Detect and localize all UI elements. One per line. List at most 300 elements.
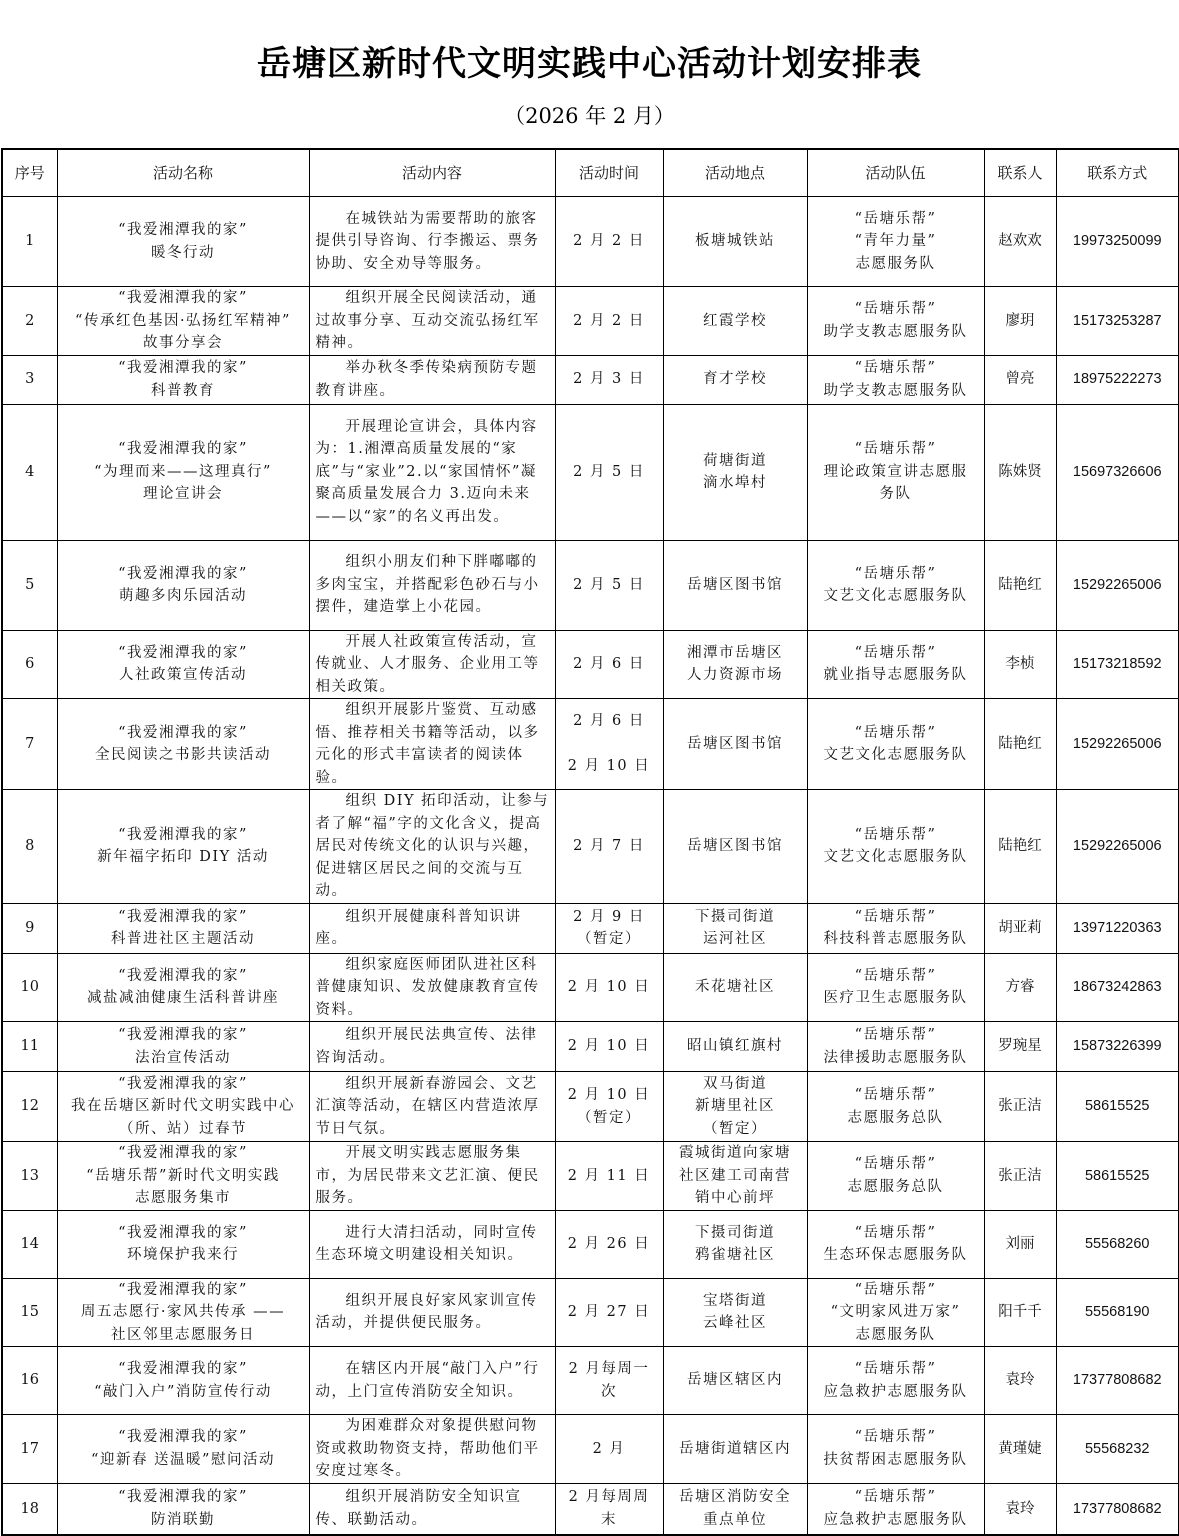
row-number: 2 bbox=[2, 287, 57, 356]
contact-person: 袁玲 bbox=[984, 1483, 1056, 1535]
activity-name-line: 全民阅读之书影共读活动 bbox=[95, 747, 271, 763]
activity-team bbox=[807, 1415, 984, 1484]
activity-plan-table bbox=[1, 148, 1179, 1536]
activity-team-line: “岳塘乐帮” bbox=[854, 1361, 937, 1377]
activity-content: 进行大清扫活动，同时宣传生态环境文明建设相关知识。 bbox=[309, 1210, 555, 1278]
activity-team-line: “岳塘乐帮” bbox=[854, 1429, 937, 1446]
activity-team-line: 生态环保志愿服务队 bbox=[823, 1247, 968, 1263]
activity-name bbox=[57, 540, 309, 630]
activity-place bbox=[663, 540, 807, 630]
contact-person: 李桢 bbox=[984, 630, 1056, 699]
activity-place bbox=[663, 1142, 807, 1211]
activity-time-line: 2 月 5 日 bbox=[573, 576, 645, 593]
activity-time bbox=[555, 630, 663, 699]
activity-team bbox=[807, 1210, 984, 1278]
activity-place bbox=[663, 404, 807, 540]
activity-time bbox=[555, 1210, 663, 1278]
activity-name-line: 志愿服务集市 bbox=[135, 1190, 231, 1206]
activity-name-line: 新年福字拓印 DIY 活动 bbox=[97, 849, 269, 866]
activity-content: 组织开展健康科普知识讲座。 bbox=[309, 903, 555, 953]
activity-place-line: 育才学校 bbox=[703, 371, 767, 388]
activity-place bbox=[663, 1072, 807, 1142]
activity-time-line: 2 月 10 日 bbox=[567, 758, 651, 774]
activity-name-line: “我爱湘潭我的家” bbox=[118, 1489, 248, 1506]
activity-name bbox=[57, 790, 309, 904]
activity-name bbox=[57, 404, 309, 540]
table-row bbox=[2, 1483, 1179, 1535]
row-number: 14 bbox=[2, 1210, 57, 1278]
activity-place-line: 岳塘区消防安全 bbox=[679, 1489, 791, 1506]
contact-person: 曾亮 bbox=[984, 355, 1056, 404]
activity-place-line: 下摄司街道 bbox=[695, 1224, 775, 1241]
header-activity-place: 活动地点 bbox=[663, 149, 807, 197]
activity-team-line: “岳塘乐帮” bbox=[854, 1489, 937, 1506]
activity-content: 开展人社政策宣传活动，宣传就业、人才服务、企业用工等相关政策。 bbox=[309, 630, 555, 699]
activity-place-line: 宝塔街道 bbox=[703, 1292, 767, 1309]
activity-name-line: 周五志愿行·家风共传承 —— bbox=[80, 1304, 286, 1320]
contact-phone: 18673242863 bbox=[1056, 953, 1179, 1022]
activity-name-line: 我在岳塘区新时代文明实践中心 bbox=[71, 1098, 295, 1115]
activity-team-line: “岳塘乐帮” bbox=[854, 724, 937, 741]
activity-team-line: 科技科普志愿服务队 bbox=[823, 931, 968, 947]
activity-team-line: 文艺文化志愿服务队 bbox=[823, 588, 968, 604]
activity-team-line: 助学支教志愿服务队 bbox=[823, 382, 968, 399]
activity-time bbox=[555, 790, 663, 904]
activity-place bbox=[663, 953, 807, 1022]
table-row bbox=[2, 355, 1179, 404]
activity-place bbox=[663, 1022, 807, 1072]
activity-place-line: 板塘城铁站 bbox=[695, 233, 775, 250]
contact-phone: 19973250099 bbox=[1056, 197, 1179, 287]
table-row bbox=[2, 1415, 1179, 1484]
activity-place-line: 岳塘区图书馆 bbox=[687, 838, 783, 854]
activity-team bbox=[807, 699, 984, 790]
activity-time bbox=[555, 404, 663, 540]
activity-time-line: 2 月 9 日 bbox=[573, 908, 645, 925]
activity-team-line: 应急救护志愿服务队 bbox=[823, 1511, 968, 1528]
row-number: 15 bbox=[2, 1278, 57, 1347]
activity-place bbox=[663, 1278, 807, 1347]
activity-place-line: 重点单位 bbox=[703, 1511, 767, 1528]
activity-time-line: 2 月 5 日 bbox=[573, 463, 645, 480]
activity-name-line: “我爱湘潭我的家” bbox=[118, 1281, 248, 1298]
activity-place-line: 社区建工司南营 bbox=[679, 1167, 791, 1184]
table-row bbox=[2, 790, 1179, 904]
activity-name-line: 社区邻里志愿服务日 bbox=[111, 1326, 255, 1343]
activity-name bbox=[57, 1210, 309, 1278]
table-row bbox=[2, 1210, 1179, 1278]
activity-team-line: “岳塘乐帮” bbox=[854, 1224, 937, 1241]
activity-name-line: 理论宣讲会 bbox=[143, 486, 223, 503]
activity-team bbox=[807, 1072, 984, 1142]
activity-content: 在城铁站为需要帮助的旅客提供引导咨询、行李搬运、票务协助、安全劝导等服务。 bbox=[309, 197, 555, 287]
activity-name-line: “我爱湘潭我的家” bbox=[118, 290, 248, 306]
activity-content: 开展文明实践志愿服务集市，为居民带来文艺汇演、便民服务。 bbox=[309, 1142, 555, 1211]
contact-phone: 15173218592 bbox=[1056, 630, 1179, 699]
activity-team-line: “岳塘乐帮” bbox=[854, 644, 937, 661]
activity-place-line: 销中心前坪 bbox=[695, 1190, 775, 1206]
contact-person: 赵欢欢 bbox=[984, 197, 1056, 287]
activity-name-line: 人社政策宣传活动 bbox=[119, 667, 247, 684]
contact-person: 黄瑾婕 bbox=[984, 1415, 1056, 1484]
contact-person: 陆艳红 bbox=[984, 540, 1056, 630]
activity-place bbox=[663, 355, 807, 404]
row-number: 9 bbox=[2, 903, 57, 953]
activity-name-line: “我爱湘潭我的家” bbox=[118, 1075, 248, 1092]
activity-name-line: “我爱湘潭我的家” bbox=[118, 644, 248, 661]
activity-time-line: 2 月每周一次 bbox=[568, 1361, 650, 1400]
activity-place-line: 下摄司街道 bbox=[695, 908, 775, 925]
activity-team-line: “岳塘乐帮” bbox=[854, 1281, 937, 1298]
activity-time-line: 2 月 10 日 bbox=[567, 1087, 651, 1103]
activity-name-line: “我爱湘潭我的家” bbox=[118, 360, 248, 376]
activity-team-line: 助学支教志愿服务队 bbox=[823, 323, 968, 340]
activity-name-line: “我爱湘潭我的家” bbox=[118, 441, 248, 458]
activity-time-line: 2 月 2 日 bbox=[573, 312, 645, 329]
activity-time bbox=[555, 1483, 663, 1535]
activity-time-line: 2 月 6 日 bbox=[573, 713, 645, 729]
activity-time bbox=[555, 1142, 663, 1211]
activity-team-line: “岳塘乐帮” bbox=[854, 441, 937, 458]
table-row bbox=[2, 1072, 1179, 1142]
contact-person: 陆艳红 bbox=[984, 699, 1056, 790]
activity-time-line: （暂定） bbox=[577, 931, 641, 947]
activity-place bbox=[663, 790, 807, 904]
contact-phone: 15292265006 bbox=[1056, 790, 1179, 904]
activity-place-line: 湘潭市岳塘区 bbox=[687, 644, 783, 661]
activity-team bbox=[807, 903, 984, 953]
contact-person: 陈姝贤 bbox=[984, 404, 1056, 540]
activity-name-line: “为理而来——这理真行” bbox=[94, 463, 272, 480]
activity-team bbox=[807, 404, 984, 540]
activity-team-line: 医疗卫生志愿服务队 bbox=[823, 990, 968, 1007]
contact-person: 袁玲 bbox=[984, 1347, 1056, 1415]
activity-name-line: “我爱湘潭我的家” bbox=[118, 1224, 248, 1241]
activity-time bbox=[555, 355, 663, 404]
activity-team-line: 志愿服务总队 bbox=[847, 1178, 944, 1195]
activity-time-line: 2 月 bbox=[592, 1440, 626, 1457]
activity-team-line: “岳塘乐帮” bbox=[854, 967, 937, 984]
activity-time-line: 2 月 10 日 bbox=[567, 979, 651, 995]
activity-content: 举办秋冬季传染病预防专题教育讲座。 bbox=[309, 355, 555, 404]
activity-content: 为困难群众对象提供慰问物资或救助物资支持，帮助他们平安度过寒冬。 bbox=[309, 1415, 555, 1484]
row-number: 8 bbox=[2, 790, 57, 904]
activity-name-line: “我爱湘潭我的家” bbox=[118, 908, 248, 925]
activity-team-line: 法律援助志愿服务队 bbox=[823, 1049, 968, 1066]
activity-time bbox=[555, 1415, 663, 1484]
activity-place-line: 运河社区 bbox=[703, 931, 767, 947]
activity-name-line: 减盐减油健康生活科普讲座 bbox=[87, 990, 279, 1007]
contact-person: 张正洁 bbox=[984, 1072, 1056, 1142]
activity-name-line: 环境保护我来行 bbox=[127, 1247, 239, 1263]
activity-place-line: 新塘里社区 bbox=[695, 1098, 775, 1115]
contact-person: 张正洁 bbox=[984, 1142, 1056, 1211]
activity-content: 组织开展新春游园会、文艺汇演等活动，在辖区内营造浓厚节日气氛。 bbox=[309, 1072, 555, 1142]
activity-time bbox=[555, 197, 663, 287]
activity-team bbox=[807, 1278, 984, 1347]
activity-place-line: 霞城街道向家塘 bbox=[679, 1145, 791, 1161]
row-number: 1 bbox=[2, 197, 57, 287]
activity-name bbox=[57, 1072, 309, 1142]
activity-place-line: （暂定） bbox=[703, 1120, 767, 1137]
contact-phone: 15697326606 bbox=[1056, 404, 1179, 540]
activity-team bbox=[807, 1483, 984, 1535]
contact-phone: 17377808682 bbox=[1056, 1347, 1179, 1415]
row-number: 6 bbox=[2, 630, 57, 699]
activity-name bbox=[57, 1022, 309, 1072]
activity-team-line: “岳塘乐帮” bbox=[854, 565, 937, 582]
contact-person: 阳千千 bbox=[984, 1278, 1056, 1347]
table-row bbox=[2, 287, 1179, 356]
activity-name-line: “我爱湘潭我的家” bbox=[118, 222, 248, 238]
activity-name-line: （所、站）过春节 bbox=[119, 1120, 247, 1137]
activity-team-line: “文明家风进万家” bbox=[830, 1304, 961, 1320]
activity-name-line: “传承红色基因·弘扬红军精神” bbox=[75, 312, 291, 329]
row-number: 11 bbox=[2, 1022, 57, 1072]
activity-place-line: 双马街道 bbox=[703, 1075, 767, 1092]
activity-time bbox=[555, 1072, 663, 1142]
activity-time-line: （暂定） bbox=[577, 1109, 641, 1126]
activity-place bbox=[663, 1347, 807, 1415]
activity-content: 组织开展影片鉴赏、互动感悟、推荐相关书籍等活动，以多元化的形式丰富读者的阅读体验。 bbox=[309, 699, 555, 790]
table-row bbox=[2, 404, 1179, 540]
contact-person: 廖玥 bbox=[984, 287, 1056, 356]
contact-phone: 15173253287 bbox=[1056, 287, 1179, 356]
activity-time-line: 2 月 3 日 bbox=[573, 371, 645, 388]
activity-place bbox=[663, 197, 807, 287]
activity-time-line: 2 月 7 日 bbox=[573, 838, 645, 854]
activity-team-line: “岳塘乐帮” bbox=[854, 210, 937, 227]
activity-content: 组织家庭医师团队进社区科普健康知识、发放健康教育宣传资料。 bbox=[309, 953, 555, 1022]
activity-name bbox=[57, 1278, 309, 1347]
activity-time bbox=[555, 540, 663, 630]
activity-name-line: “我爱湘潭我的家” bbox=[118, 724, 248, 741]
table-row bbox=[2, 630, 1179, 699]
activity-place-line: 鸦雀塘社区 bbox=[695, 1247, 775, 1263]
table-body bbox=[2, 197, 1179, 1536]
contact-phone: 17377808682 bbox=[1056, 1483, 1179, 1535]
activity-time bbox=[555, 903, 663, 953]
activity-name bbox=[57, 953, 309, 1022]
activity-name-line: 萌趣多肉乐园活动 bbox=[119, 588, 247, 604]
contact-phone: 13971220363 bbox=[1056, 903, 1179, 953]
activity-team-line: “岳塘乐帮” bbox=[854, 301, 937, 318]
activity-place-line: 红霞学校 bbox=[703, 312, 767, 329]
activity-team-line: “岳塘乐帮” bbox=[854, 826, 937, 843]
row-number: 7 bbox=[2, 699, 57, 790]
row-number: 4 bbox=[2, 404, 57, 540]
contact-phone: 18975222273 bbox=[1056, 355, 1179, 404]
row-number: 5 bbox=[2, 540, 57, 630]
activity-time bbox=[555, 699, 663, 790]
activity-content: 组织 DIY 拓印活动，让参与者了解“福”字的文化含义，提高居民对传统文化的认识与兴趣，促进辖区居民之间的交流与互动。 bbox=[309, 790, 555, 904]
contact-phone: 15873226399 bbox=[1056, 1022, 1179, 1072]
activity-team bbox=[807, 1142, 984, 1211]
activity-team-line: 志愿服务队 bbox=[855, 1326, 936, 1343]
contact-phone: 55568232 bbox=[1056, 1415, 1179, 1484]
activity-time-line: 2 月 26 日 bbox=[567, 1235, 651, 1252]
header-activity-content: 活动内容 bbox=[309, 149, 555, 197]
activity-team-line: “岳塘乐帮” bbox=[854, 360, 937, 376]
page-subtitle: （2026 年 2 月） bbox=[504, 104, 675, 128]
table-row bbox=[2, 1022, 1179, 1072]
contact-phone: 15292265006 bbox=[1056, 540, 1179, 630]
activity-place-line: 岳塘街道辖区内 bbox=[679, 1440, 791, 1457]
activity-team bbox=[807, 197, 984, 287]
contact-person: 罗琬星 bbox=[984, 1022, 1056, 1072]
activity-name-line: “迎新春 送温暖”慰问活动 bbox=[91, 1451, 275, 1468]
activity-place-line: 人力资源市场 bbox=[687, 667, 783, 684]
contact-person: 胡亚莉 bbox=[984, 903, 1056, 953]
activity-name-line: “我爱湘潭我的家” bbox=[118, 1027, 248, 1043]
activity-team bbox=[807, 953, 984, 1022]
activity-place bbox=[663, 1210, 807, 1278]
activity-content: 组织开展良好家风家训宣传活动，并提供便民服务。 bbox=[309, 1278, 555, 1347]
activity-team-line: 务队 bbox=[879, 486, 912, 503]
activity-time-line: 2 月每周周末 bbox=[568, 1489, 650, 1528]
activity-content: 在辖区内开展“敲门入户”行动，上门宣传消防安全知识。 bbox=[309, 1347, 555, 1415]
activity-time bbox=[555, 953, 663, 1022]
activity-name-line: 科普教育 bbox=[151, 382, 215, 399]
activity-team-line: 文艺文化志愿服务队 bbox=[823, 849, 968, 866]
table-row bbox=[2, 540, 1179, 630]
table-row bbox=[2, 197, 1179, 287]
contact-phone: 58615525 bbox=[1056, 1142, 1179, 1211]
activity-name-line: 科普进社区主题活动 bbox=[111, 931, 255, 947]
activity-place bbox=[663, 903, 807, 953]
header-activity-name: 活动名称 bbox=[57, 149, 309, 197]
contact-phone: 55568260 bbox=[1056, 1210, 1179, 1278]
activity-team-line: 文艺文化志愿服务队 bbox=[823, 747, 968, 763]
table-row bbox=[2, 1347, 1179, 1415]
activity-place-line: 岳塘区图书馆 bbox=[687, 735, 783, 752]
activity-team bbox=[807, 287, 984, 356]
activity-name-line: “我爱湘潭我的家” bbox=[118, 565, 248, 582]
activity-name-line: “我爱湘潭我的家” bbox=[118, 826, 248, 843]
activity-team-line: “岳塘乐帮” bbox=[854, 1156, 937, 1173]
activity-place-line: 岳塘区图书馆 bbox=[687, 576, 783, 593]
activity-time-line: 2 月 27 日 bbox=[567, 1304, 651, 1320]
activity-name bbox=[57, 1347, 309, 1415]
activity-place-line: 禾花塘社区 bbox=[695, 979, 775, 995]
header-contact-phone: 联系方式 bbox=[1056, 149, 1179, 197]
activity-name-line: 暖冬行动 bbox=[151, 244, 215, 261]
activity-team-line: 应急救护志愿服务队 bbox=[823, 1383, 968, 1400]
activity-name bbox=[57, 1142, 309, 1211]
header-contact-person: 联系人 bbox=[984, 149, 1056, 197]
activity-place-line: 滴水埠村 bbox=[703, 475, 767, 491]
activity-time-line: 2 月 2 日 bbox=[573, 233, 645, 250]
activity-place bbox=[663, 699, 807, 790]
activity-team bbox=[807, 355, 984, 404]
table-row bbox=[2, 1142, 1179, 1211]
activity-team-line: 志愿服务总队 bbox=[847, 1109, 944, 1126]
activity-place bbox=[663, 1415, 807, 1484]
activity-time-line: 2 月 11 日 bbox=[567, 1167, 651, 1184]
activity-team bbox=[807, 540, 984, 630]
table-row bbox=[2, 903, 1179, 953]
row-number: 12 bbox=[2, 1072, 57, 1142]
activity-name bbox=[57, 630, 309, 699]
activity-name bbox=[57, 197, 309, 287]
activity-place bbox=[663, 630, 807, 699]
contact-person: 方睿 bbox=[984, 953, 1056, 1022]
activity-place bbox=[663, 287, 807, 356]
activity-team bbox=[807, 630, 984, 699]
activity-place-line: 荷塘街道 bbox=[703, 452, 767, 469]
row-number: 10 bbox=[2, 953, 57, 1022]
contact-phone: 55568190 bbox=[1056, 1278, 1179, 1347]
activity-content: 开展理论宣讲会，具体内容为：1.湘潭高质量发展的“家底”与“家业”2.以“家国情怀”凝聚高质量发展合力 3.迈向未来——以“家”的名义再出发。 bbox=[309, 404, 555, 540]
activity-team bbox=[807, 1347, 984, 1415]
activity-time bbox=[555, 1347, 663, 1415]
activity-time-line: 2 月 6 日 bbox=[573, 656, 645, 672]
activity-name-line: 防消联勤 bbox=[151, 1511, 215, 1528]
activity-team-line: 扶贫帮困志愿服务队 bbox=[823, 1451, 968, 1468]
activity-content: 组织小朋友们种下胖嘟嘟的多肉宝宝，并搭配彩色砂石与小摆件，建造掌上小花园。 bbox=[309, 540, 555, 630]
activity-content: 组织开展消防安全知识宣传、联勤活动。 bbox=[309, 1483, 555, 1535]
table-row bbox=[2, 1278, 1179, 1347]
activity-name-line: “我爱湘潭我的家” bbox=[118, 1361, 248, 1377]
activity-team-line: 就业指导志愿服务队 bbox=[823, 667, 968, 684]
row-number: 13 bbox=[2, 1142, 57, 1211]
row-number: 3 bbox=[2, 355, 57, 404]
row-number: 16 bbox=[2, 1347, 57, 1415]
contact-phone: 15292265006 bbox=[1056, 699, 1179, 790]
activity-name bbox=[57, 355, 309, 404]
activity-time bbox=[555, 1022, 663, 1072]
activity-content: 组织开展民法典宣传、法律咨询活动。 bbox=[309, 1022, 555, 1072]
table-row bbox=[2, 953, 1179, 1022]
activity-team bbox=[807, 790, 984, 904]
activity-team bbox=[807, 1022, 984, 1072]
row-number: 17 bbox=[2, 1415, 57, 1484]
header-activity-time: 活动时间 bbox=[555, 149, 663, 197]
activity-name-line: 法治宣传活动 bbox=[135, 1049, 231, 1066]
activity-time-line: 2 月 10 日 bbox=[567, 1038, 651, 1055]
activity-place-line: 岳塘区辖区内 bbox=[687, 1372, 783, 1389]
page-title: 岳塘区新时代文明实践中心活动计划安排表 bbox=[257, 44, 922, 84]
activity-name bbox=[57, 699, 309, 790]
activity-name-line: “我爱湘潭我的家” bbox=[118, 1429, 248, 1446]
activity-name bbox=[57, 903, 309, 953]
activity-place-line: 昭山镇红旗村 bbox=[687, 1038, 783, 1055]
header-no: 序号 bbox=[2, 149, 57, 197]
activity-time bbox=[555, 1278, 663, 1347]
activity-team-line: “岳塘乐帮” bbox=[854, 908, 937, 925]
contact-phone: 58615525 bbox=[1056, 1072, 1179, 1142]
activity-name-line: “岳塘乐帮”新时代文明实践 bbox=[86, 1167, 280, 1184]
activity-time bbox=[555, 287, 663, 356]
activity-name-line: “我爱湘潭我的家” bbox=[118, 967, 248, 984]
activity-team-line: 志愿服务队 bbox=[855, 255, 936, 272]
activity-name bbox=[57, 287, 309, 356]
contact-person: 陆艳红 bbox=[984, 790, 1056, 904]
activity-name bbox=[57, 1483, 309, 1535]
activity-place bbox=[663, 1483, 807, 1535]
activity-content: 组织开展全民阅读活动，通过故事分享、互动交流弘扬红军精神。 bbox=[309, 287, 555, 356]
header-activity-team: 活动队伍 bbox=[807, 149, 984, 197]
contact-person: 刘丽 bbox=[984, 1210, 1056, 1278]
activity-name-line: 故事分享会 bbox=[143, 335, 223, 351]
table-row bbox=[2, 699, 1179, 790]
table-header-row bbox=[2, 149, 1179, 197]
activity-team-line: 理论政策宣讲志愿服 bbox=[823, 463, 968, 480]
activity-team-line: “岳塘乐帮” bbox=[854, 1027, 937, 1043]
row-number: 18 bbox=[2, 1483, 57, 1535]
activity-name-line: “我爱湘潭我的家” bbox=[118, 1145, 248, 1161]
activity-team-line: “岳塘乐帮” bbox=[854, 1087, 937, 1103]
